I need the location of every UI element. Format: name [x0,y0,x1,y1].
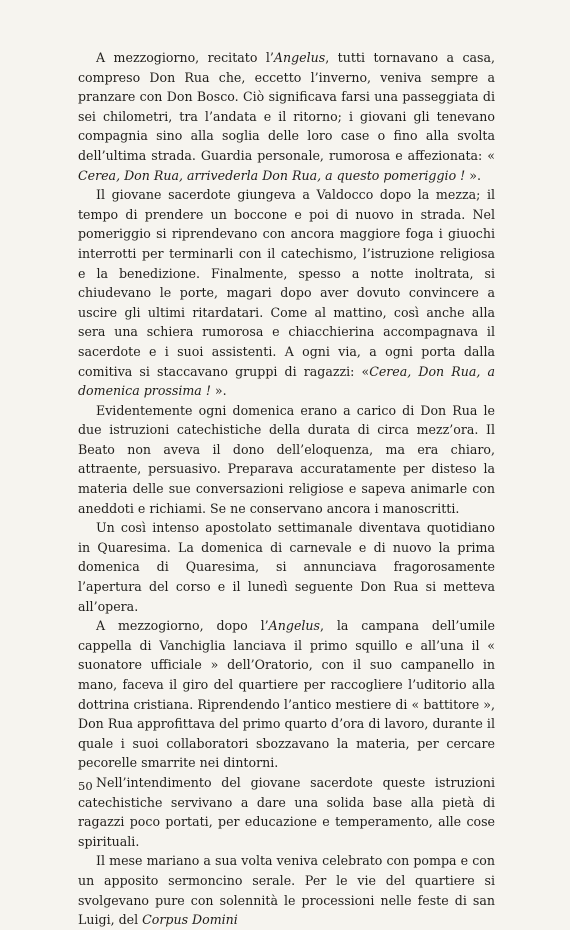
paragraph [78,851,495,929]
text-run: , la campana dell’umile cappella di Vanchiglia lanciava il primo squillo e all’una il « suonatore ufficiale » dell’Oratorio, con il suo campanello in mano, faceva il giro del quartiere per raccogliere l’uditorio alla dottrina cristiana. Riprendendo l’antico mestiere di « battitore », Don Rua approfittava del primo quarto d’ora di lavoro, durante il quale i suoi collaboratori sbozzavano la materia, per cercare pecorelle smarrite nei dintorni. [78,618,495,771]
text-run: ». [465,167,481,183]
text-run: A mezzogiorno, dopo l’ [96,618,269,634]
page-number: 50 [78,779,93,793]
paragraph [78,401,495,519]
paragraph [78,616,495,773]
italic-text: Angelus [273,50,326,65]
paragraph [78,48,495,185]
text-run: ». [210,383,227,399]
italic-text: Corpus Domini [142,912,238,928]
paragraph [78,773,495,851]
italic-text: Angelus [268,618,320,634]
text-run: Evidentemente ogni domenica erano a carico di Don Rua le due istruzioni catechistiche della durata di circa mezz’ora. Il Beato non aveva il dono dell’eloquenza, ma era chiaro, attraente, persuasivo. Preparava accuratamente per disteso la materia delle sue conversazioni religiose e sapeva animarle con aneddoti e richiami. Se ne conservano ancora i manoscritti. [78,402,495,516]
paragraph [78,518,495,616]
text-run: A mezzogiorno, recitato l’ [96,50,274,65]
text-run: Il mese mariano a sua volta veniva celebrato con pompa e con un apposito sermoncino serale. Per le vie del quartiere si svolgevano pure con solennità le processioni nelle feste di san Luigi, del [78,853,495,928]
italic-text: Cerea, Don Rua, arrivederla Don Rua, a questo pomeriggio ! [78,167,466,183]
paragraph [78,185,495,401]
text-run: Nell’intendimento del giovane sacerdote queste istruzioni catechistiche servivano a dare una solida base alla pietà di ragazzi poco portati, per educazione e temperamento, alle cose spirituali. [78,774,495,849]
text-run: Un così intenso apostolato settimanale diventava quotidiano in Quaresima. La domenica di carnevale e di nuovo la prima domenica di Quaresima, si annunciava fragorosamente l’apertura del corso e il lunedì seguente Don Rua si metteva all’opera. [78,520,495,614]
text-run: Il giovane sacerdote giungeva a Valdocco dopo la mezza; il tempo di prendere un boccone e poi di nuovo in strada. Nel pomeriggio si riprendevano con ancora maggiore foga i giuochi interrotti per terminarli con il catechismo, l’istruzione religiosa e la benedizione. Finalmente, spesso a notte inoltrata, si chiudevano le porte, magari dopo aver dovuto convincere a uscire gli ultimi ritardatari. Come al mattino, così anche alla sera una schiera rumorosa e chiacchierina accompagnava il sacerdote e i suoi assistenti. A ogni via, a ogni porta dalla comitiva si staccavano gruppi di ragazzi: « [78,187,495,379]
text-run: , tutti tornavano a casa, compreso Don Rua che, eccetto l’inverno, veniva sempre a pranzare con Don Bosco. Ciò significava farsi una passeggiata di sei chilometri, tra l’andata e il ritorno; i giovani gli tenevano compagnia sino alla soglia delle loro case o fino alla svolta dell’ultima strada. Guardia personale, rumorosa e affezionata: « [78,50,495,163]
body-text [78,48,495,930]
italic-text: Cerea, Don Rua, a domenica prossima ! [78,363,495,399]
